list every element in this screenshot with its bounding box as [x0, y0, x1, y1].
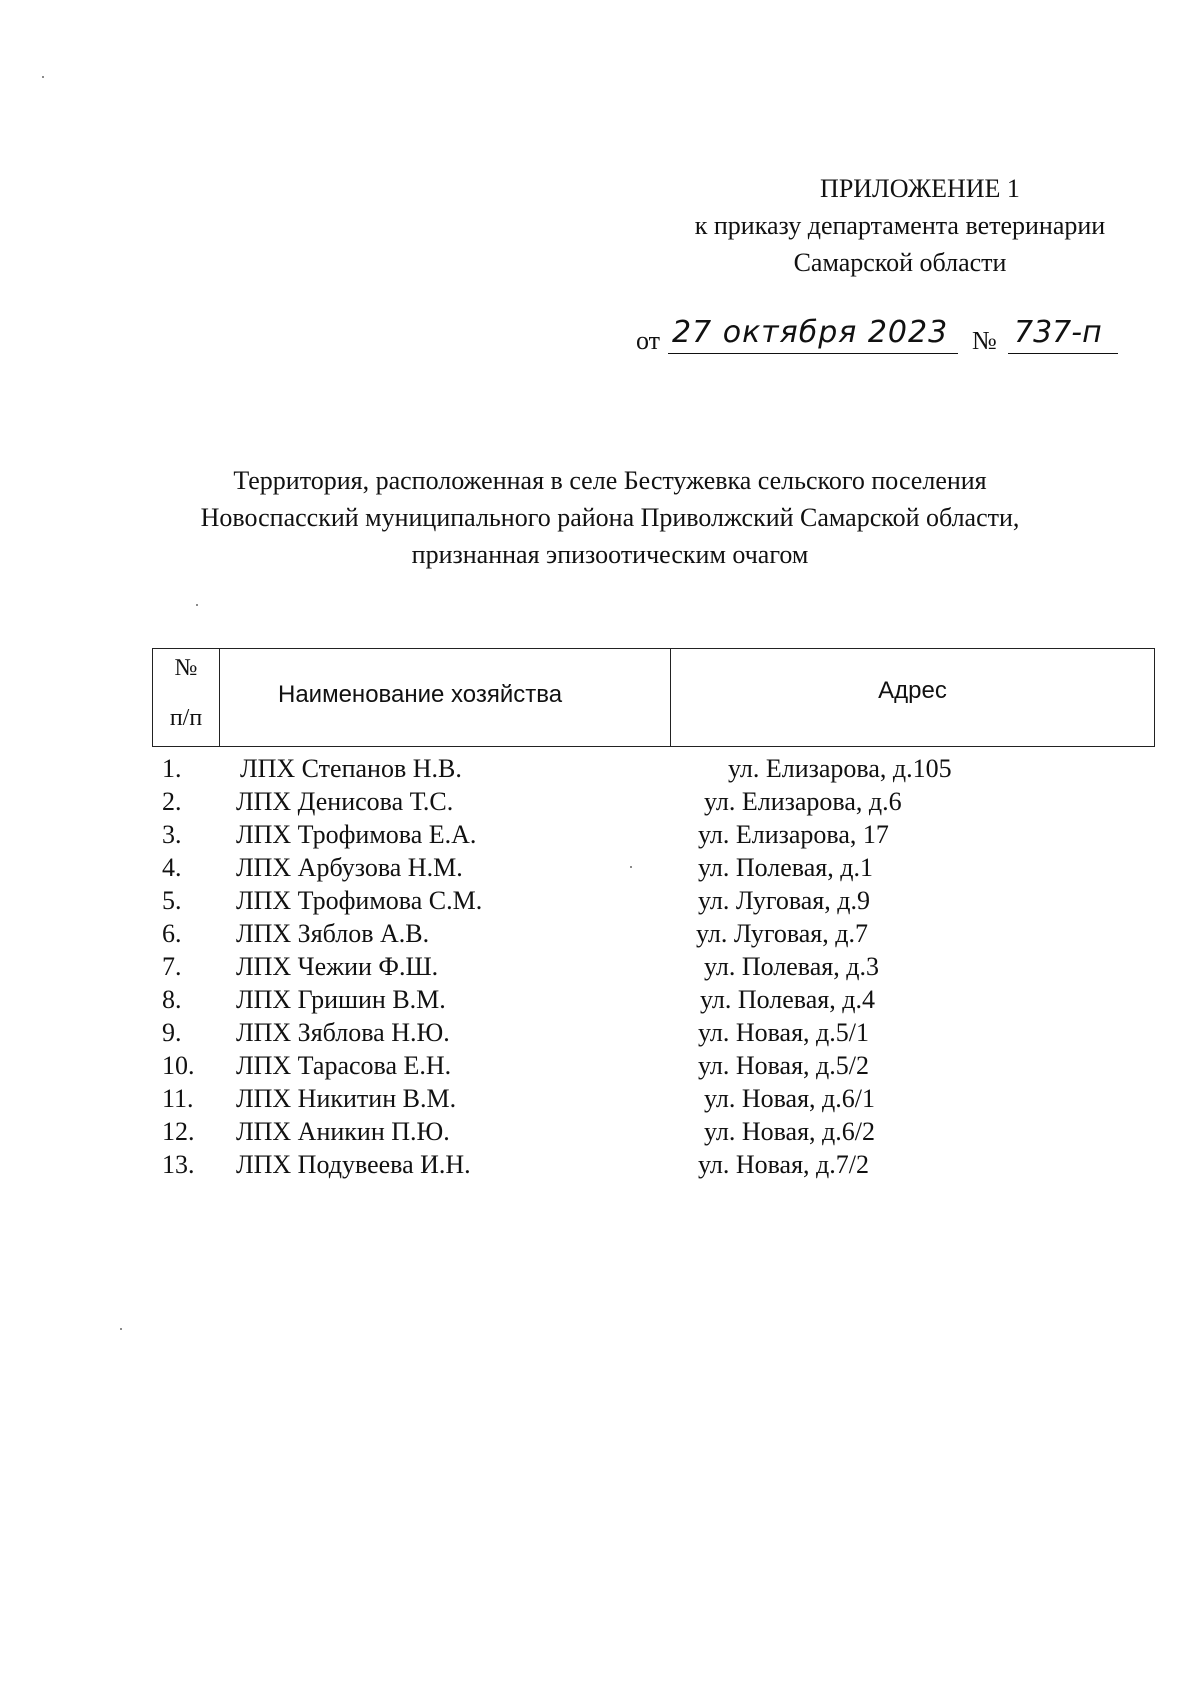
table-row: [0, 884, 1200, 917]
row-number: 13.: [162, 1150, 195, 1179]
table-row: [0, 950, 1200, 983]
row-address: ул. Полевая, д.1: [698, 853, 873, 882]
row-number: 4.: [162, 853, 182, 882]
row-farm-name: ЛПХ Аникин П.Ю.: [236, 1117, 450, 1146]
row-farm-name: ЛПХ Зяблов А.В.: [236, 919, 430, 948]
row-address: ул. Новая, д.6/2: [704, 1117, 875, 1146]
row-number: 9.: [162, 1018, 182, 1047]
header-name-label: Наименование хозяйства: [278, 681, 563, 708]
row-address: ул. Елизарова, д.105: [728, 754, 952, 783]
order-from-label: от: [636, 326, 661, 355]
row-address: ул. Новая, д.7/2: [698, 1150, 869, 1179]
row-farm-name: ЛПХ Тарасова Е.Н.: [236, 1051, 452, 1080]
scan-speck: [42, 76, 44, 78]
order-date-handwritten: 27 октября 2023: [668, 312, 958, 354]
header-col-number: [153, 649, 220, 746]
header-number-pp: п/п: [169, 705, 203, 731]
row-number: 6.: [162, 919, 182, 948]
table-body: [0, 752, 1200, 1181]
table-row: [0, 785, 1200, 818]
scan-speck: [630, 866, 632, 868]
row-farm-name: ЛПХ Подувеева И.Н.: [236, 1150, 471, 1179]
table-row: [0, 1115, 1200, 1148]
appendix-order-ref: к приказу департамента ветеринарии: [694, 211, 1106, 240]
order-date-number-line: [636, 312, 1176, 358]
row-number: 1.: [162, 754, 182, 783]
table-row: [0, 1082, 1200, 1115]
table-row: [0, 1049, 1200, 1082]
row-number: 3.: [162, 820, 182, 849]
row-farm-name: ЛПХ Арбузова Н.М.: [236, 853, 463, 882]
table-row: [0, 851, 1200, 884]
table-row: [0, 917, 1200, 950]
header-col-address: [671, 649, 1154, 746]
order-number-label: №: [972, 326, 997, 355]
document-title: [130, 462, 1090, 573]
row-number: 12.: [162, 1117, 195, 1146]
appendix-region: Самарской области: [793, 248, 1007, 277]
row-farm-name: ЛПХ Никитин В.М.: [236, 1084, 457, 1113]
row-farm-name: ЛПХ Чежии Ф.Ш.: [236, 952, 439, 981]
table-row: [0, 1016, 1200, 1049]
order-number-handwritten: 737-п: [1008, 312, 1118, 354]
row-number: 5.: [162, 886, 182, 915]
row-farm-name: ЛПХ Гришин В.М.: [236, 985, 446, 1014]
title-line-1: Территория, расположенная в селе Бестужевка сельского поселения: [233, 466, 987, 495]
row-farm-name: ЛПХ Зяблова Н.Ю.: [236, 1018, 450, 1047]
row-address: ул. Новая, д.6/1: [704, 1084, 875, 1113]
appendix-title: ПРИЛОЖЕНИЕ 1: [820, 174, 1020, 203]
row-address: ул. Луговая, д.7: [696, 919, 868, 948]
row-address: ул. Луговая, д.9: [698, 886, 870, 915]
row-number: 11.: [162, 1084, 194, 1113]
header-col-name: [220, 649, 671, 746]
row-address: ул. Новая, д.5/1: [698, 1018, 869, 1047]
row-number: 2.: [162, 787, 182, 816]
scan-speck: [196, 604, 198, 606]
scan-speck: [120, 1328, 122, 1330]
row-number: 8.: [162, 985, 182, 1014]
row-address: ул. Полевая, д.3: [704, 952, 879, 981]
appendix-header: [640, 170, 1160, 281]
row-address: ул. Новая, д.5/2: [698, 1051, 869, 1080]
table-row: [0, 1148, 1200, 1181]
row-number: 7.: [162, 952, 182, 981]
title-line-3: признанная эпизоотическим очагом: [411, 540, 809, 569]
table-row: [0, 983, 1200, 1016]
header-address-label: Адрес: [878, 677, 947, 704]
row-address: ул. Елизарова, д.6: [704, 787, 902, 816]
row-farm-name: ЛПХ Денисова Т.С.: [236, 787, 454, 816]
row-farm-name: ЛПХ Степанов Н.В.: [240, 754, 462, 783]
row-address: ул. Полевая, д.4: [700, 985, 875, 1014]
table-row: [0, 818, 1200, 851]
row-farm-name: ЛПХ Трофимова С.М.: [236, 886, 483, 915]
row-address: ул. Елизарова, 17: [698, 820, 889, 849]
header-number-sign: №: [174, 655, 198, 681]
table-row: [0, 752, 1200, 785]
row-number: 10.: [162, 1051, 195, 1080]
row-farm-name: ЛПХ Трофимова Е.А.: [236, 820, 477, 849]
table-header: [152, 648, 1155, 747]
title-line-2: Новоспасский муниципального района Приволжский Самарской области,: [200, 503, 1020, 532]
